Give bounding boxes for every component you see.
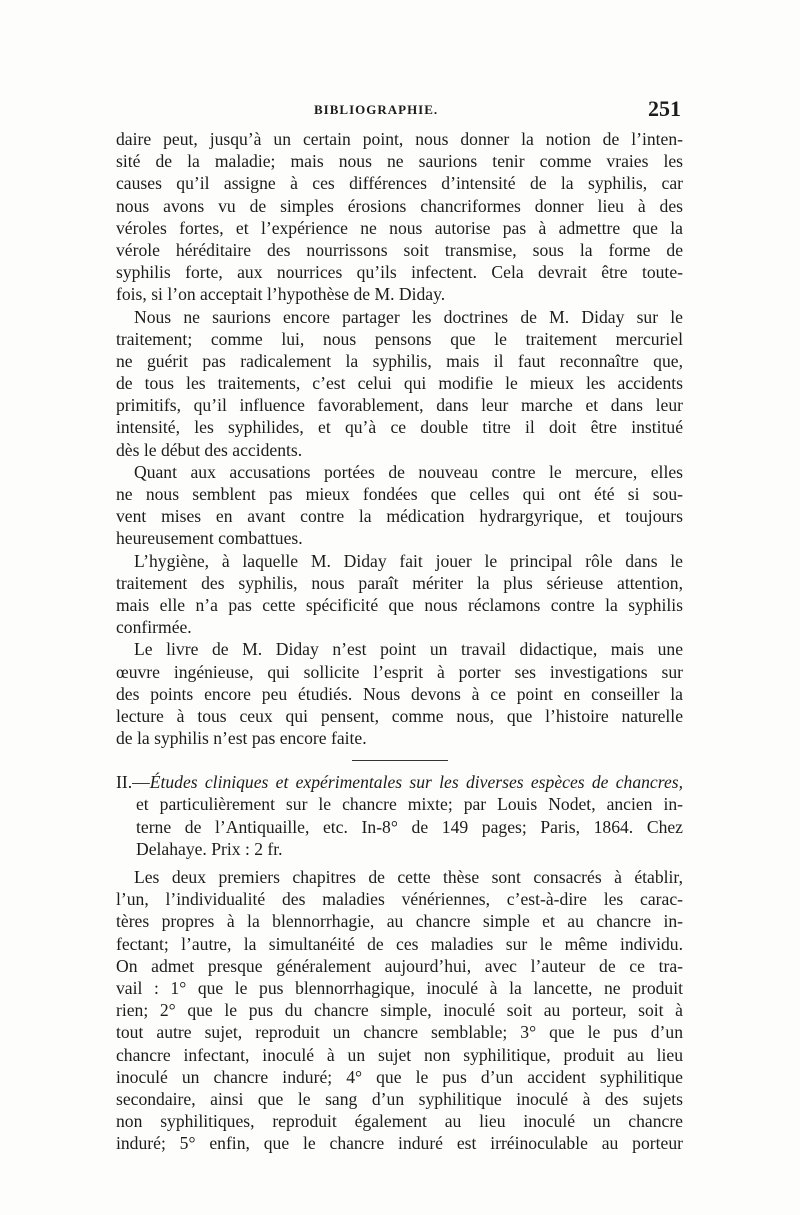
text-line: induré; 5° enfin, que le chancre induré est irréinoculable au porteur bbox=[116, 1133, 683, 1154]
text-line: de la syphilis n’est pas encore faite. bbox=[116, 728, 367, 749]
text-line: tères propres à la blennorrhagie, au chancre simple et au chancre in- bbox=[116, 911, 683, 932]
paragraph bbox=[116, 550, 683, 639]
text-line: daire peut, jusqu’à un certain point, nous donner la notion de l’inten- bbox=[116, 129, 683, 149]
body-text bbox=[116, 128, 683, 1154]
text-line: syphilis forte, aux nourrices qu’ils infectent. Cela devrait être toute- bbox=[116, 262, 683, 283]
review-author: par Louis Nodet, ancien in- bbox=[452, 794, 683, 815]
text-line: confirmée. bbox=[116, 617, 192, 638]
paragraph bbox=[116, 128, 683, 306]
text-line: fois, si l’on acceptait l’hypothèse de M. Diday. bbox=[116, 284, 446, 305]
text-line: intensité, les syphilides, et qu’à ce double titre il doit être institué bbox=[116, 417, 683, 438]
text-line: L’hygiène, à laquelle M. Diday fait jouer le principal rôle dans le bbox=[134, 550, 683, 571]
text-line: ne nous semblent pas mieux fondées que celles qui ont été si sou- bbox=[116, 484, 683, 504]
paragraph bbox=[116, 306, 683, 461]
paragraph bbox=[116, 866, 683, 1154]
text-line: secondaire, ainsi que le sang d’un syphilitique inoculé à des sujets bbox=[116, 1088, 683, 1109]
text-line: Quant aux accusations portées de nouveau contre le mercure, elles bbox=[134, 461, 683, 482]
text-line: œuvre ingénieuse, qui sollicite l’esprit à porter ses investigations sur bbox=[116, 661, 683, 682]
running-head: BIBLIOGRAPHIE. bbox=[314, 102, 439, 117]
text-line: l’un, l’individualité des maladies vénériennes, c’est-à-dire les carac- bbox=[116, 889, 683, 910]
text-line: nous avons vu de simples érosions chancriformes donner lieu à des bbox=[116, 195, 683, 216]
text-line: vail : 1° que le pus blennorrhagique, inoculé à la lancette, ne produit bbox=[116, 977, 683, 998]
text-line: Nous ne saurions encore partager les doctrines de M. Diday sur le bbox=[134, 306, 683, 327]
text-line: Les deux premiers chapitres de cette thèse sont consacrés à établir, bbox=[134, 867, 683, 887]
text-line: vent mises en avant contre la médication hydrargyrique, et toujours bbox=[116, 506, 683, 527]
text-line: traitement; comme lui, nous pensons que le traitement mercuriel bbox=[116, 328, 683, 349]
horizontal-rule bbox=[352, 760, 448, 761]
text-line: véroles fortes, et l’expérience ne nous autorise pas à admettre que la bbox=[116, 217, 683, 238]
paragraph bbox=[116, 461, 683, 550]
text-line: mais elle n’a pas cette spécificité que nous réclamons contre la syphilis bbox=[116, 594, 683, 615]
text-line: des points encore peu étudiés. Nous devons à ce point en conseiller la bbox=[116, 683, 683, 704]
text-line: sité de la maladie; mais nous ne saurions tenir comme vraies les bbox=[116, 151, 683, 172]
text-line: non syphilitiques, reproduit également au lieu inoculé un chancre bbox=[116, 1111, 683, 1132]
review-details: terne de l’Antiquaille, etc. In-8° de 149 pages; Paris, 1864. Chez bbox=[136, 816, 683, 837]
review-title: Études cliniques et expérimentales sur les diverses espèces de chancres, bbox=[149, 772, 683, 793]
review-entry bbox=[116, 771, 683, 860]
text-line: On admet presque généralement aujourd’hui, avec l’auteur de ce tra- bbox=[116, 955, 683, 976]
text-line: fectant; l’autre, la simultanéité de ces maladies sur le même individu. bbox=[116, 933, 683, 954]
text-line: dès le début des accidents. bbox=[116, 439, 303, 460]
text-line: ne guérit pas radicalement la syphilis, mais il faut reconnaître que, bbox=[116, 350, 683, 371]
page-header bbox=[118, 96, 683, 124]
review-title-continued: et particulièrement sur le chancre mixte; bbox=[136, 794, 453, 815]
text-line: de tous les traitements, c’est celui qui modifie le mieux les accidents bbox=[116, 373, 683, 394]
text-line: causes qu’il assigne à ces différences d’intensité de la syphilis, car bbox=[116, 173, 683, 194]
text-line: primitifs, qu’il influence favorablement, dans leur marche et dans leur bbox=[116, 395, 683, 416]
page-number: 251 bbox=[648, 96, 681, 121]
text-line: tout autre sujet, reproduit un chancre semblable; 3° que le pus d’un bbox=[116, 1022, 683, 1043]
review-number: II.— bbox=[116, 772, 150, 793]
text-line: heureusement combattues. bbox=[116, 528, 303, 549]
review-title-line bbox=[116, 771, 683, 793]
section-separator bbox=[116, 749, 683, 771]
text-line: rien; 2° que le pus du chancre simple, inoculé soit au porteur, soit à bbox=[116, 1000, 683, 1021]
text-line: inoculé un chancre induré; 4° que le pus d’un accident syphilitique bbox=[116, 1066, 683, 1087]
text-line: lecture à tous ceux qui pensent, comme nous, que l’histoire naturelle bbox=[116, 705, 683, 726]
text-line: traitement des syphilis, nous paraît mériter la plus sérieuse attention, bbox=[116, 572, 683, 593]
text-line: Le livre de M. Diday n’est point un travail didactique, mais une bbox=[134, 639, 683, 660]
review-title-line bbox=[116, 793, 683, 815]
paragraph bbox=[116, 638, 683, 749]
review-price: Delahaye. Prix : 2 fr. bbox=[136, 838, 283, 859]
text-line: vérole héréditaire des nourrissons soit transmise, sous la forme de bbox=[116, 239, 683, 260]
text-line: chancre infectant, inoculé à un sujet non syphilitique, produit au lieu bbox=[116, 1044, 683, 1065]
